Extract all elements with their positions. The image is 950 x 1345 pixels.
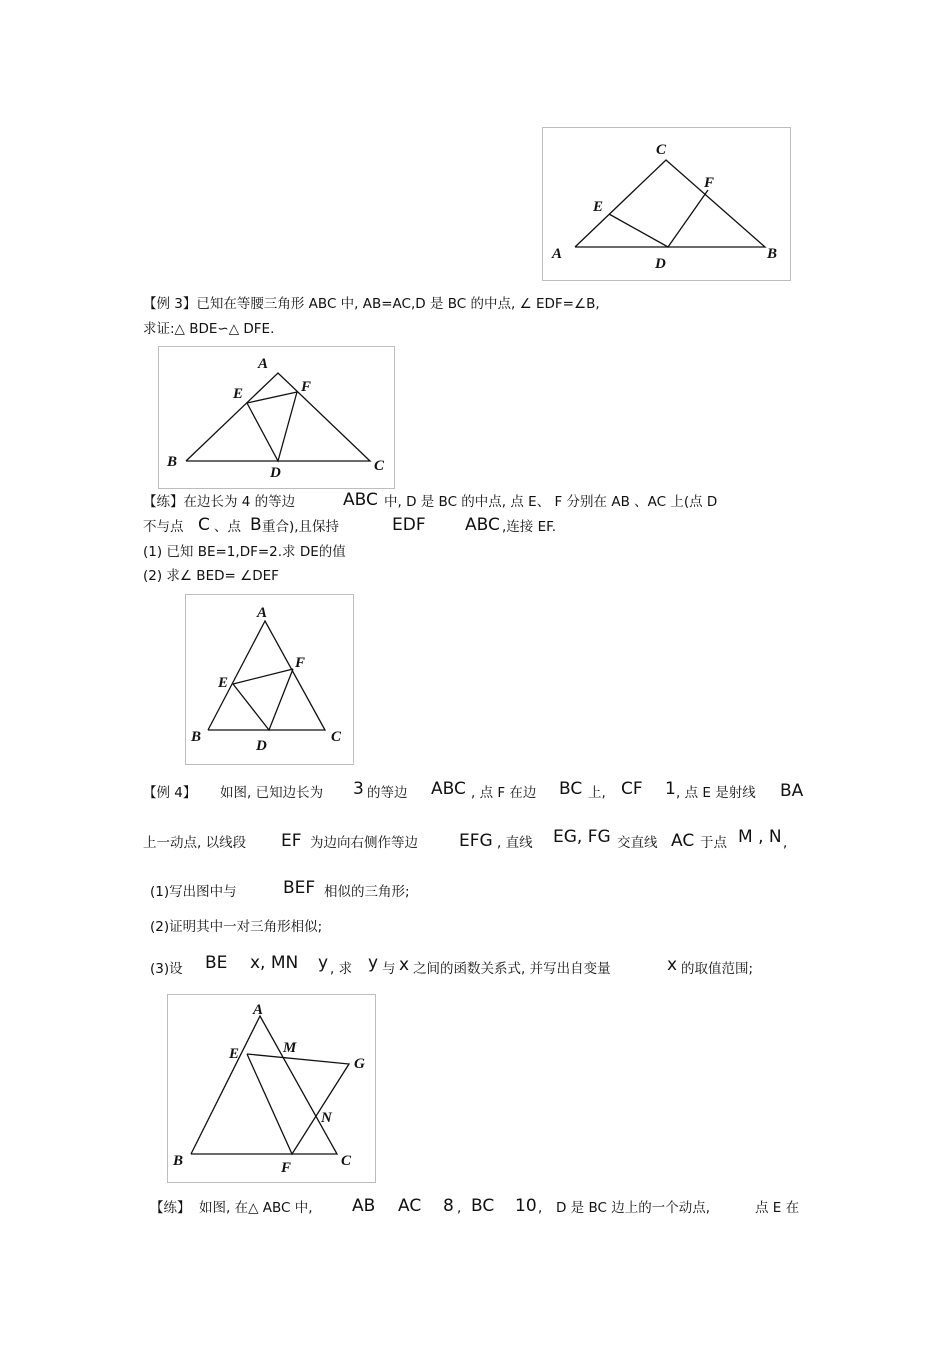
ex4-q3a: (3)设: [150, 961, 183, 977]
ex4-a9: 1: [665, 779, 676, 799]
fig2-label-B: B: [167, 454, 178, 470]
prac2-c4: 8: [443, 1196, 454, 1216]
ex4-q3k: 的取值范围;: [681, 961, 754, 977]
ex4-a6: BC: [559, 779, 583, 799]
fig4-label-F: F: [281, 1160, 292, 1176]
prac2-c3: AC: [398, 1196, 422, 1216]
fig1-label-D: D: [655, 256, 666, 272]
ex4-a8: CF: [621, 779, 643, 799]
fig4-label-N: N: [321, 1110, 332, 1126]
ex4-q3c: x, MN: [250, 953, 299, 973]
prac1-text-2a: 不与点: [143, 519, 184, 535]
ex3-line1: [143, 295, 600, 313]
prac1-question-2: (2) 求∠ BED= ∠DEF: [143, 568, 279, 584]
figure-3-triangle: [185, 594, 355, 766]
prac1-text-2c: 、点: [214, 519, 241, 535]
prac1-text-c: 中, D 是 BC 的中点, 点 E、 F 分别在 AB 、AC 上(点 D: [384, 494, 718, 510]
prac1-question-1: (1) 已知 BE=1,DF=2.求 DE的值: [143, 544, 346, 560]
figure-1-triangle: [542, 127, 792, 282]
fig3-label-B: B: [191, 729, 202, 745]
fig1-label-A: A: [552, 246, 563, 262]
ex4-q3h: x: [399, 955, 410, 975]
prac1-abc: ABC: [343, 490, 378, 510]
ex4-b2: EF: [281, 831, 302, 851]
fig3-label-C: C: [331, 729, 342, 745]
ex3-text1: 已知在等腰三角形 ABC 中, AB=AC,D 是 BC 的中点, ∠ EDF=∠B,: [196, 296, 600, 312]
figure-2-diagram: [158, 346, 396, 490]
prac2-c1: 如图, 在△ ABC 中,: [199, 1200, 313, 1216]
prac1-text-2e: 重合),且保持: [262, 519, 340, 535]
ex4-b9: 于点: [700, 835, 727, 851]
figure-1-diagram: [542, 127, 792, 282]
ex3-line2: 求证:△ BDE∽△ DFE.: [143, 321, 275, 337]
ex4-a10: , 点 E 是射线: [676, 785, 756, 801]
ex4-q2: (2)证明其中一对三角形相似;: [150, 919, 323, 935]
ex4-a3: 的等边: [367, 785, 408, 801]
ex4-q1a: (1)写出图中与: [150, 884, 237, 900]
ex4-b10: M , N: [738, 827, 782, 847]
ex4-b1: 上一动点, 以线段: [143, 835, 247, 851]
prac2-c8: ,: [538, 1200, 543, 1216]
fig1-label-E: E: [593, 199, 604, 215]
fig1-label-F: F: [704, 175, 715, 191]
ex4-q3g: 与: [382, 961, 396, 977]
ex4-a7: 上,: [588, 785, 606, 801]
prac2-tag: 【练】: [150, 1200, 191, 1216]
ex4-a11: BA: [780, 781, 804, 801]
prac2-c9: D 是 BC 边上的一个动点,: [556, 1200, 711, 1216]
ex4-a5: , 点 F 在边: [471, 785, 537, 801]
prac2-c2: AB: [352, 1196, 376, 1216]
ex4-q3i: 之间的函数关系式, 并写出自变量: [413, 961, 611, 977]
prac1-b: B: [250, 515, 262, 535]
fig3-label-F: F: [295, 655, 306, 671]
ex4-a4: ABC: [431, 779, 466, 799]
fig4-label-E: E: [229, 1046, 240, 1062]
ex4-a1: 如图, 已知边长为: [220, 785, 324, 801]
ex4-b11: ,: [783, 835, 788, 851]
fig4-label-M: M: [283, 1040, 297, 1056]
prac1-text-a: 在边长为 4 的等边: [183, 494, 296, 510]
fig4-label-G: G: [354, 1056, 365, 1072]
fig2-label-C: C: [374, 458, 385, 474]
fig2-label-E: E: [233, 386, 244, 402]
prac1-edf: EDF: [392, 515, 426, 535]
ex4-a2: 3: [353, 779, 364, 799]
ex4-b4: EFG: [459, 831, 493, 851]
prac2-c6: BC: [471, 1196, 495, 1216]
ex4-q1b: BEF: [283, 878, 316, 898]
ex4-q3d: y: [318, 953, 329, 973]
fig3-label-A: A: [257, 605, 268, 621]
ex4-q3j: x: [667, 955, 678, 975]
prac1-abc2: ABC: [465, 515, 500, 535]
ex4-b5: , 直线: [497, 835, 533, 851]
prac1-text-2h: ,连接 EF.: [502, 519, 556, 535]
ex4-q3f: y: [368, 953, 379, 973]
ex4-b7: 交直线: [617, 835, 658, 851]
ex4-b3: 为边向右侧作等边: [310, 835, 418, 851]
fig1-label-C: C: [656, 142, 667, 158]
fig4-label-A: A: [253, 1002, 264, 1018]
figure-2-triangle: [158, 346, 396, 490]
ex4-tag: 【例 4】: [143, 785, 197, 801]
prac1-tag: 【练】: [143, 494, 184, 510]
prac1-c: C: [198, 515, 210, 535]
fig3-label-E: E: [218, 675, 229, 691]
fig4-label-C: C: [341, 1153, 352, 1169]
prac2-c7: 10: [515, 1196, 537, 1216]
ex4-b8: AC: [671, 831, 695, 851]
figure-4-triangle: [167, 994, 377, 1184]
fig1-label-B: B: [767, 246, 778, 262]
fig2-label-F: F: [301, 379, 312, 395]
figure-3-diagram: [185, 594, 355, 766]
prac2-c5: ,: [457, 1200, 462, 1216]
ex4-q1c: 相似的三角形;: [324, 884, 410, 900]
fig2-label-D: D: [270, 465, 281, 481]
prac2-c10: 点 E 在: [755, 1200, 800, 1216]
fig2-label-A: A: [258, 356, 269, 372]
ex4-q3e: , 求: [330, 961, 353, 977]
prac1-line1: [143, 493, 295, 511]
fig3-label-D: D: [256, 738, 267, 754]
fig4-label-B: B: [173, 1153, 184, 1169]
ex4-q3b: BE: [205, 953, 228, 973]
figure-4-diagram: [167, 994, 377, 1184]
ex4-b6: EG, FG: [553, 827, 611, 847]
ex3-tag: 【例 3】: [143, 296, 197, 312]
